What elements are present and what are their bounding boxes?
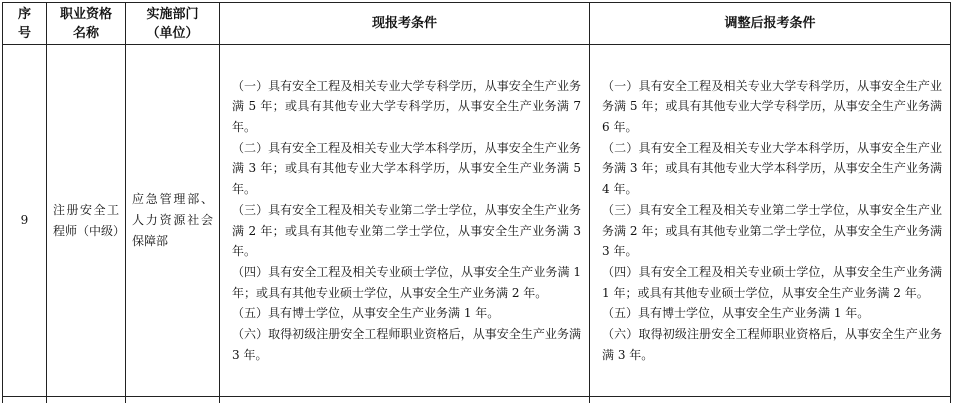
header-name-line-2: 名称 bbox=[72, 25, 99, 41]
header-dept-line-1: 实施部门 bbox=[146, 6, 199, 22]
header-seq-line-1: 序 bbox=[17, 6, 31, 22]
adjusted-condition-1: （一）具有安全工程及相关专业大学专科学历，从事安全生产业务满 5 年；或具有其他专业大学专科学历，从事安全生产业务满 6 年。 bbox=[602, 78, 942, 134]
next-row-cell bbox=[590, 397, 951, 404]
row-seq: 9 bbox=[3, 45, 47, 397]
row-department: 应急管理部、人力资源社会保障部 bbox=[126, 45, 220, 397]
adjusted-condition-4: （四）具有安全工程及相关专业硕士学位，从事安全生产业务满 1 年；或具有其他专业硕士学位，从事安全生产业务满 2 年。 bbox=[602, 264, 942, 300]
header-seq bbox=[3, 3, 47, 45]
table-row bbox=[3, 45, 951, 397]
header-current-conditions: 现报考条件 bbox=[220, 3, 590, 45]
next-row-cell bbox=[47, 397, 126, 404]
current-condition-3: （三）具有安全工程及相关专业第二学士学位，从事安全生产业务满 2 年；或具有其他专业第二学士学位，从事安全生产业务满 3 年。 bbox=[232, 202, 581, 259]
header-dept bbox=[126, 3, 220, 45]
header-dept-line-2: （单位） bbox=[146, 25, 199, 41]
current-condition-2: （二）具有安全工程及相关专业大学本科学历，从事安全生产业务满 3 年；或具有其他专业大学本科学历，从事安全生产业务满 5 年。 bbox=[232, 140, 581, 197]
conditions-table bbox=[2, 2, 951, 403]
header-adjusted-conditions: 调整后报考条件 bbox=[590, 3, 951, 45]
current-condition-5: （五）具有博士学位，从事安全生产业务满 1 年。 bbox=[232, 306, 500, 321]
current-condition-1: （一）具有安全工程及相关专业大学专科学历，从事安全生产业务满 5 年；或具有其他专业大学专科学历，从事安全生产业务满 7 年。 bbox=[232, 78, 581, 134]
row-current-conditions bbox=[220, 45, 590, 397]
next-row-edge bbox=[3, 397, 951, 404]
current-condition-4: （四）具有安全工程及相关专业硕士学位，从事安全生产业务满 1 年；或具有其他专业硕士学位，从事安全生产业务满 2 年。 bbox=[232, 264, 581, 300]
header-seq-line-2: 号 bbox=[17, 25, 31, 41]
current-condition-6: （六）取得初级注册安全工程师职业资格后，从事安全生产业务满 3 年。 bbox=[232, 327, 581, 362]
adjusted-condition-5: （五）具有博士学位，从事安全生产业务满 1 年。 bbox=[602, 306, 870, 321]
next-row-cell bbox=[126, 397, 220, 404]
header-row bbox=[3, 3, 951, 45]
adjusted-condition-3: （三）具有安全工程及相关专业第二学士学位，从事安全生产业务满 2 年；或具有其他专业第二学士学位，从事安全生产业务满 3 年。 bbox=[602, 202, 942, 259]
next-row-cell bbox=[220, 397, 590, 404]
next-row-cell bbox=[3, 397, 47, 404]
header-name bbox=[47, 3, 126, 45]
row-qualification-name: 注册安全工程师（中级） bbox=[47, 45, 126, 397]
adjusted-condition-6: （六）取得初级注册安全工程师职业资格后，从事安全生产业务满 3 年。 bbox=[602, 327, 942, 362]
header-name-line-1: 职业资格 bbox=[59, 6, 112, 22]
row-adjusted-conditions bbox=[590, 45, 951, 397]
adjusted-condition-2: （二）具有安全工程及相关专业大学本科学历，从事安全生产业务满 3 年；或具有其他专业大学本科学历，从事安全生产业务满 4 年。 bbox=[602, 140, 942, 197]
